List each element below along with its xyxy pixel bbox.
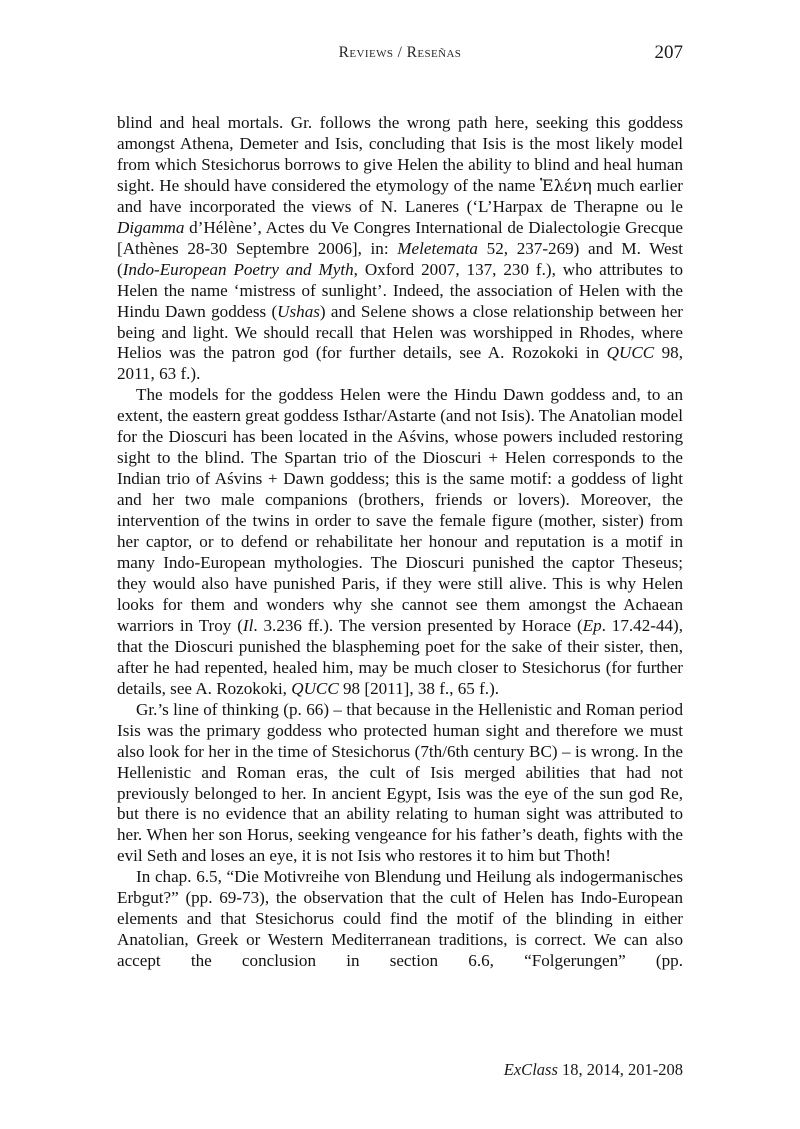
text-run: ) and Selene shows a close relationship between her being and light. We should recall that Helen was worshipped in Rhodes, where Helios was the patron god (for further details, see A. Rozokoki in xyxy=(117,301,683,363)
italic-run: QUCC xyxy=(606,343,655,363)
paragraph xyxy=(117,385,683,699)
italic-run: Meletemata xyxy=(397,238,478,258)
text-run: 52, 237-269) and M. West ( xyxy=(117,238,683,279)
greek-run: Ἑλένη xyxy=(540,175,592,195)
italic-run: Digamma xyxy=(117,217,185,237)
page-number: 207 xyxy=(654,42,683,63)
footer-journal-title: ExClass xyxy=(503,1060,558,1079)
running-head-title: Reviews / Reseñas xyxy=(338,44,462,61)
text-run: d’Hélène’, Actes du Ve Congres International de Dialectologie Grecque [Athènes 28-30 Septembre 2006], in: xyxy=(117,217,683,258)
text-run: 98 [2011], 38 f., 65 f.). xyxy=(338,678,500,698)
text-run: In chap. 6.5, “Die Motivreihe von Blendung und Heilung als indogermanisches Erbgut?” (pp. 69-73), the observation that the cult of Helen has Indo-European elements and that Stesichorus could find the motif of the blinding in either Anatolian, Greek or Western Mediterranean traditions, is correct. We can also accept the conclusion in section 6.6, “Folgerungen” (pp. xyxy=(117,867,683,971)
footer-citation: 18, 2014, 201-208 xyxy=(557,1060,683,1079)
text-run: much earlier and have incorporated the views of N. Laneres (‘L’Harpax de Therapne ou le xyxy=(117,175,683,216)
italic-run: QUCC xyxy=(291,678,339,698)
paragraph xyxy=(117,113,683,385)
text-run: blind and heal mortals. Gr. follows the wrong path here, seeking this goddess amongst Athena, Demeter and Isis, concluding that Isis is the most likely model from which Stesichorus borrows to give Helen the ability to blind and heal human sight. He should have considered the etymology of the name xyxy=(117,113,683,195)
paragraph xyxy=(117,700,683,868)
text-run: The models for the goddess Helen were the Hindu Dawn goddess and, to an extent, the eastern great goddess Isthar/Astarte (and not Isis). The Anatolian model for the Dioscuri has been located in the Aśvins, whose powers included restoring sight to the blind. The Spartan trio of the Dioscuri + Helen corresponds to the Indian trio of Aśvins + Dawn goddess; this is the same motif: a goddess of light and her two male companions (brothers, friends or lovers). Moreover, the intervention of the twins in order to save the female figure (mother, sister) from her captor, or to defend or rehabilitate her honour and reputation is a motif in many Indo-European mythologies. The Dioscuri punished the captor Theseus; they would also have punished Paris, if they were still alive. This is why Helen looks for them and wonders why she cannot see them amongst the Achaean warriors in Troy ( xyxy=(117,385,683,635)
text-run: 98, 2011, 63 f.). xyxy=(117,343,684,384)
italic-run: Indo-European Poetry and Myth xyxy=(122,259,354,279)
italic-run: Il xyxy=(242,615,254,635)
page-footer xyxy=(117,1060,683,1080)
text-run: , Oxford 2007, 137, 230 f.), who attributes to Helen the name ‘mistress of sunlight’. Indeed, the association of Helen with the Hindu Dawn goddess ( xyxy=(117,259,683,321)
paragraph xyxy=(117,867,683,972)
text-run: . 3.236 ff.). The version presented by Horace ( xyxy=(253,615,583,635)
italic-run: Ep xyxy=(582,615,602,635)
running-head xyxy=(117,44,683,66)
text-run: . 17.42-44), that the Dioscuri punished the blaspheming poet for the sake of their sister, then, after he had repented, healed him, may be much closer to Stesichorus (for further details, see A. Rozokoki, xyxy=(117,615,684,698)
body-text xyxy=(117,113,683,972)
italic-run: Ushas xyxy=(277,301,320,321)
text-run: Gr.’s line of thinking (p. 66) – that because in the Hellenistic and Roman period Isis was the primary goddess who protected human sight and therefore we must also look for her in the time of Stesichorus (7th/6th century BC) – is wrong. In the Hellenistic and Roman eras, the cult of Isis merged abilities that had not previously belonged to her. In ancient Egypt, Isis was the eye of the sun god Re, but there is no evidence that an ability relating to human sight was attributed to her. When her son Horus, seeking vengeance for his father’s death, fights with the evil Seth and loses an eye, it is not Isis who restores it to him but Thoth! xyxy=(117,699,683,866)
